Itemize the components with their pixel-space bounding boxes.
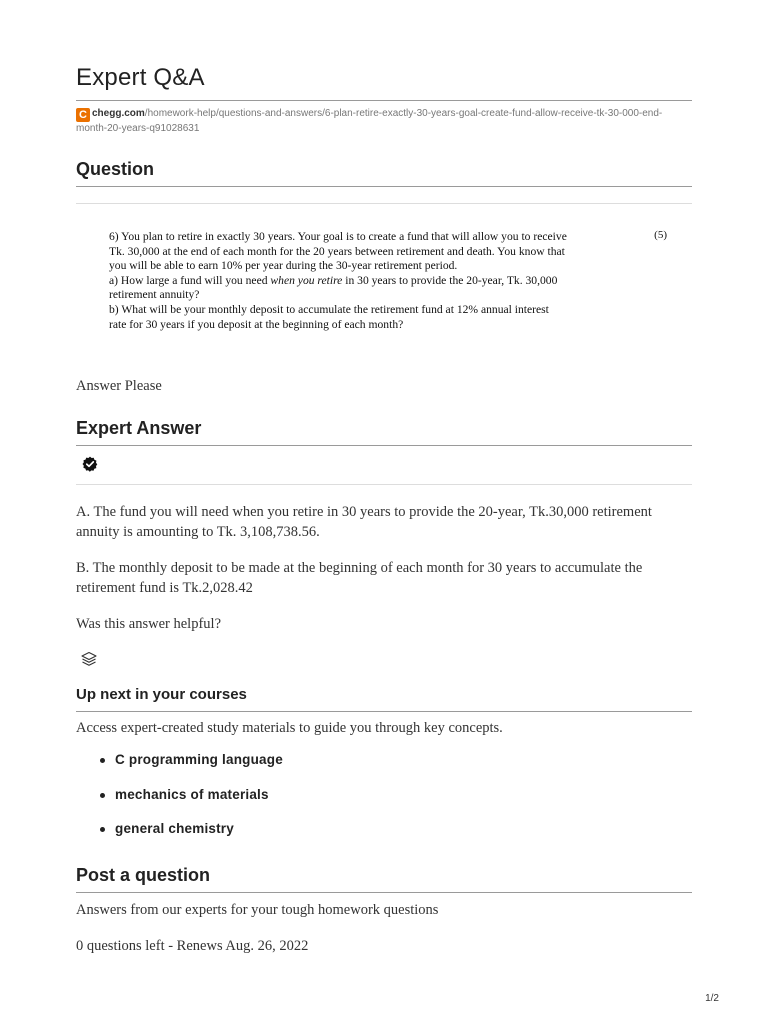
divider [76, 484, 692, 485]
source-path: /homework-help/questions-and-answers/6-plan-retire-exactly-30-years-goal-create-fund-allow-receive-tk-30-000-end-month-20-years-q91028631 [76, 108, 663, 134]
expert-answer-heading: Expert Answer [76, 418, 202, 438]
chegg-logo-icon: C [76, 108, 90, 122]
answer-part-a: A. The fund you will need when you retire in 30 years to provide the 20-year, Tk.30,000 retirement annuity is amounting to Tk. 3,108,738.56. [76, 504, 652, 540]
course-list [76, 752, 692, 856]
page-title: Expert Q&A [76, 64, 205, 91]
divider [76, 892, 692, 893]
question-line: rate for 30 years if you deposit at the beginning of each month? [109, 317, 404, 331]
question-text: Answer Please [76, 378, 162, 394]
question-marks: (5) [654, 229, 667, 241]
page-number: 1/2 [705, 993, 719, 1004]
questions-left-status: 0 questions left - Renews Aug. 26, 2022 [76, 938, 309, 954]
answer-part-b: B. The monthly deposit to be made at the beginning of each month for 30 years to accumulate the retirement fund is Tk.2,028.42 [76, 560, 643, 596]
course-label: mechanics of materials [115, 786, 269, 802]
source-link[interactable] [76, 107, 692, 136]
divider [76, 711, 692, 712]
up-next-description: Access expert-created study materials to guide you through key concepts. [76, 720, 503, 736]
question-line: you will be able to earn 10% per year during the 30-year retirement period. [109, 259, 458, 273]
layers-icon[interactable] [80, 650, 98, 668]
divider [76, 203, 692, 204]
divider [76, 445, 692, 446]
course-link-c-programming[interactable] [76, 752, 692, 787]
bullet [100, 758, 105, 763]
question-line: retirement annuity? [109, 288, 200, 302]
divider [76, 186, 692, 187]
verified-check-icon [82, 456, 98, 472]
course-label: C programming language [115, 752, 283, 767]
question-heading: Question [76, 159, 155, 179]
post-question-description: Answers from our experts for your tough homework questions [76, 902, 439, 918]
course-label: general chemistry [115, 821, 234, 836]
bullet [100, 827, 105, 832]
divider [76, 100, 692, 101]
post-question-heading: Post a question [76, 865, 211, 885]
question-line: b) What will be your monthly deposit to accumulate the retirement fund at 12% annual interest [109, 302, 549, 316]
question-line: a) How large a fund will you need when you retire in 30 years to provide the 20-year, Tk. 30,000 [109, 273, 558, 287]
bullet [100, 793, 105, 798]
source-host: chegg.com [92, 108, 145, 119]
course-link-chemistry[interactable] [76, 821, 692, 856]
question-line: 6) You plan to retire in exactly 30 years. Your goal is to create a fund that will allow you to receive [109, 230, 567, 243]
up-next-heading: Up next in your courses [76, 686, 247, 703]
question-image-text [109, 230, 629, 332]
helpful-prompt: Was this answer helpful? [76, 616, 221, 632]
course-link-mechanics[interactable] [76, 787, 692, 822]
question-line: Tk. 30,000 at the end of each month for the 20 years between retirement and death. You know that [109, 244, 565, 258]
